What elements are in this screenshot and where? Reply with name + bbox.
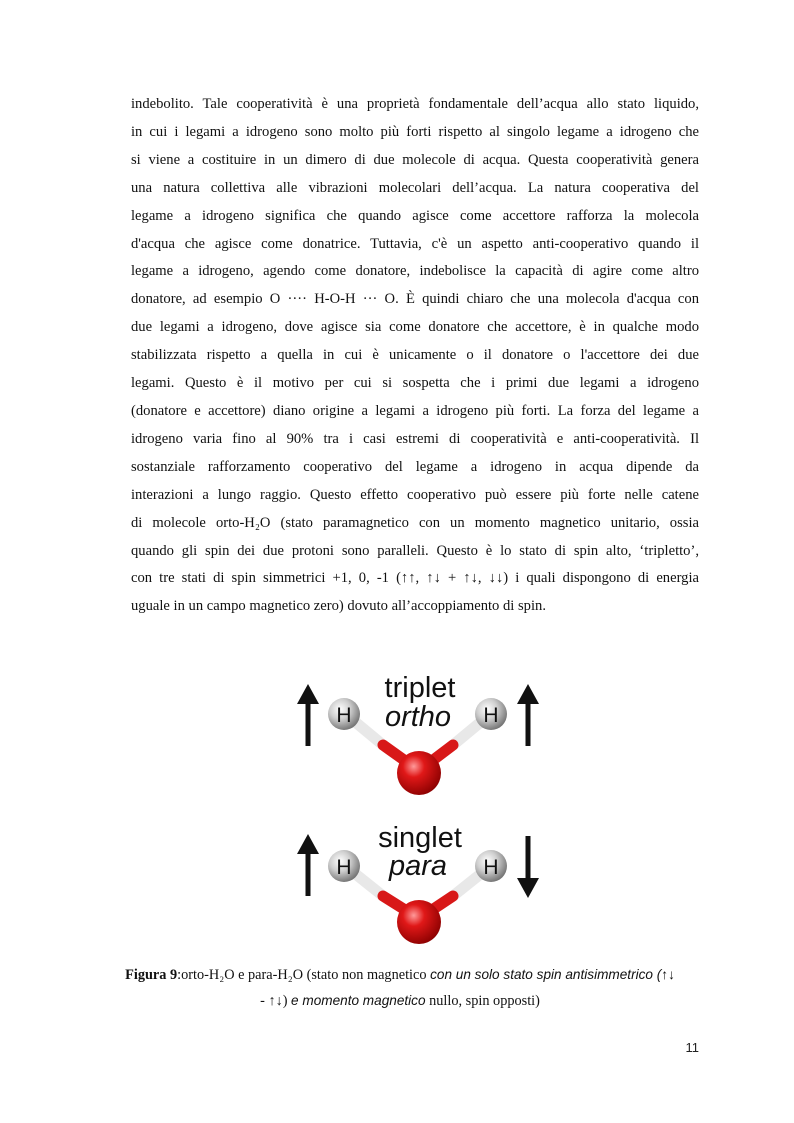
caption-text: - ↑↓) [260, 993, 292, 1009]
state-word: singlet [378, 822, 462, 854]
caption-label: Figura 9 [125, 967, 178, 983]
text-line: indebolito. Tale cooperatività è una proprietà fondamentale dell’acqua allo stato liquido, [131, 96, 699, 112]
text-line: due legami a idrogeno, dove agisce sia come donatore che accettore, è in qualche modo [131, 319, 699, 336]
text-line: idrogeno varia fino al 90% tra i casi estremi di cooperatività e anti-cooperatività. Il [131, 430, 699, 447]
oxygen-atom [397, 751, 441, 795]
atom-label: H [483, 856, 499, 879]
text-line: si viene a costituire in un dimero di due molecole di acqua. Questa cooperatività genera [131, 151, 699, 168]
text-line: legami. Questo è il motivo per cui si sospetta che i primi due legami a idrogeno [131, 375, 699, 392]
page-number: 11 [685, 1040, 699, 1055]
text-line: stabilizzata rispetto a quella in cui è unicamente o il donatore o l'accettore dei due [131, 347, 699, 364]
text-line: interazioni a lungo raggio. Questo effetto cooperativo può essere più forte nelle catene [131, 486, 699, 503]
state-label: para [388, 850, 448, 882]
figure-caption [100, 962, 700, 1014]
text-line: legame a idrogeno significa che quando agisce come accettore rafforza la molecola [131, 207, 699, 224]
text-line: donatore, ad esempio O ···· H-O-H ··· O. È quindi chiaro che una molecola d'acqua con [131, 291, 699, 308]
text-line: una natura collettiva alle vibrazioni molecolari dell’acqua. La natura cooperativa del [131, 179, 699, 196]
text-line: d'acqua che agisce come donatrice. Tuttavia, c'è un aspetto anti-cooperativo quando il [131, 235, 699, 252]
spin-down-arrow-icon [517, 836, 539, 898]
spin-up-arrow-icon [297, 684, 319, 746]
caption-italic: e momento magnetico [291, 993, 426, 1008]
para-molecule [297, 822, 539, 944]
caption-text: :orto-H₂O e para-H₂O (stato non magnetico [177, 967, 431, 983]
text-line: uguale in un campo magnetico zero) dovuto all’accoppiamento di spin. [131, 598, 546, 615]
state-label: ortho [384, 701, 452, 733]
ortho-molecule [297, 672, 539, 795]
spin-up-arrow-icon [297, 834, 319, 896]
caption-italic: con un solo stato spin antisimmetrico (↑↓ [430, 967, 675, 982]
oxygen-atom [397, 900, 441, 944]
water-spin-figure [280, 660, 550, 950]
text-line: di molecole orto-H₂O (stato paramagnetico con un momento magnetico unitario, ossia [131, 514, 699, 531]
caption-text: nullo, spin opposti) [425, 993, 540, 1009]
text-line: sostanziale rafforzamento cooperativo del legame a idrogeno in acqua dipende da [131, 458, 699, 475]
state-word: triplet [384, 672, 456, 704]
text-line: con tre stati di spin simmetrici +1, 0, -1 (↑↑, ↑↓ + ↑↓, ↓↓) i quali dispongono di energia [131, 570, 699, 587]
body-paragraph [131, 91, 699, 621]
text-line: legame a idrogeno, agendo come donatore, indebolisce la capacità di agire come altro [131, 263, 699, 280]
atom-label: H [483, 704, 499, 727]
text-line: in cui i legami a idrogeno sono molto più forti rispetto al singolo legame a idrogeno che [131, 123, 699, 140]
atom-label: H [336, 704, 352, 727]
atom-label: H [336, 856, 352, 879]
spin-up-arrow-icon [517, 684, 539, 746]
text-line: quando gli spin dei due protoni sono paralleli. Questo è lo stato di spin alto, ‘tripletto’, [131, 542, 699, 559]
text-line: (donatore e accettore) diano origine a legami a idrogeno più forti. La forza del legame a [131, 402, 699, 419]
